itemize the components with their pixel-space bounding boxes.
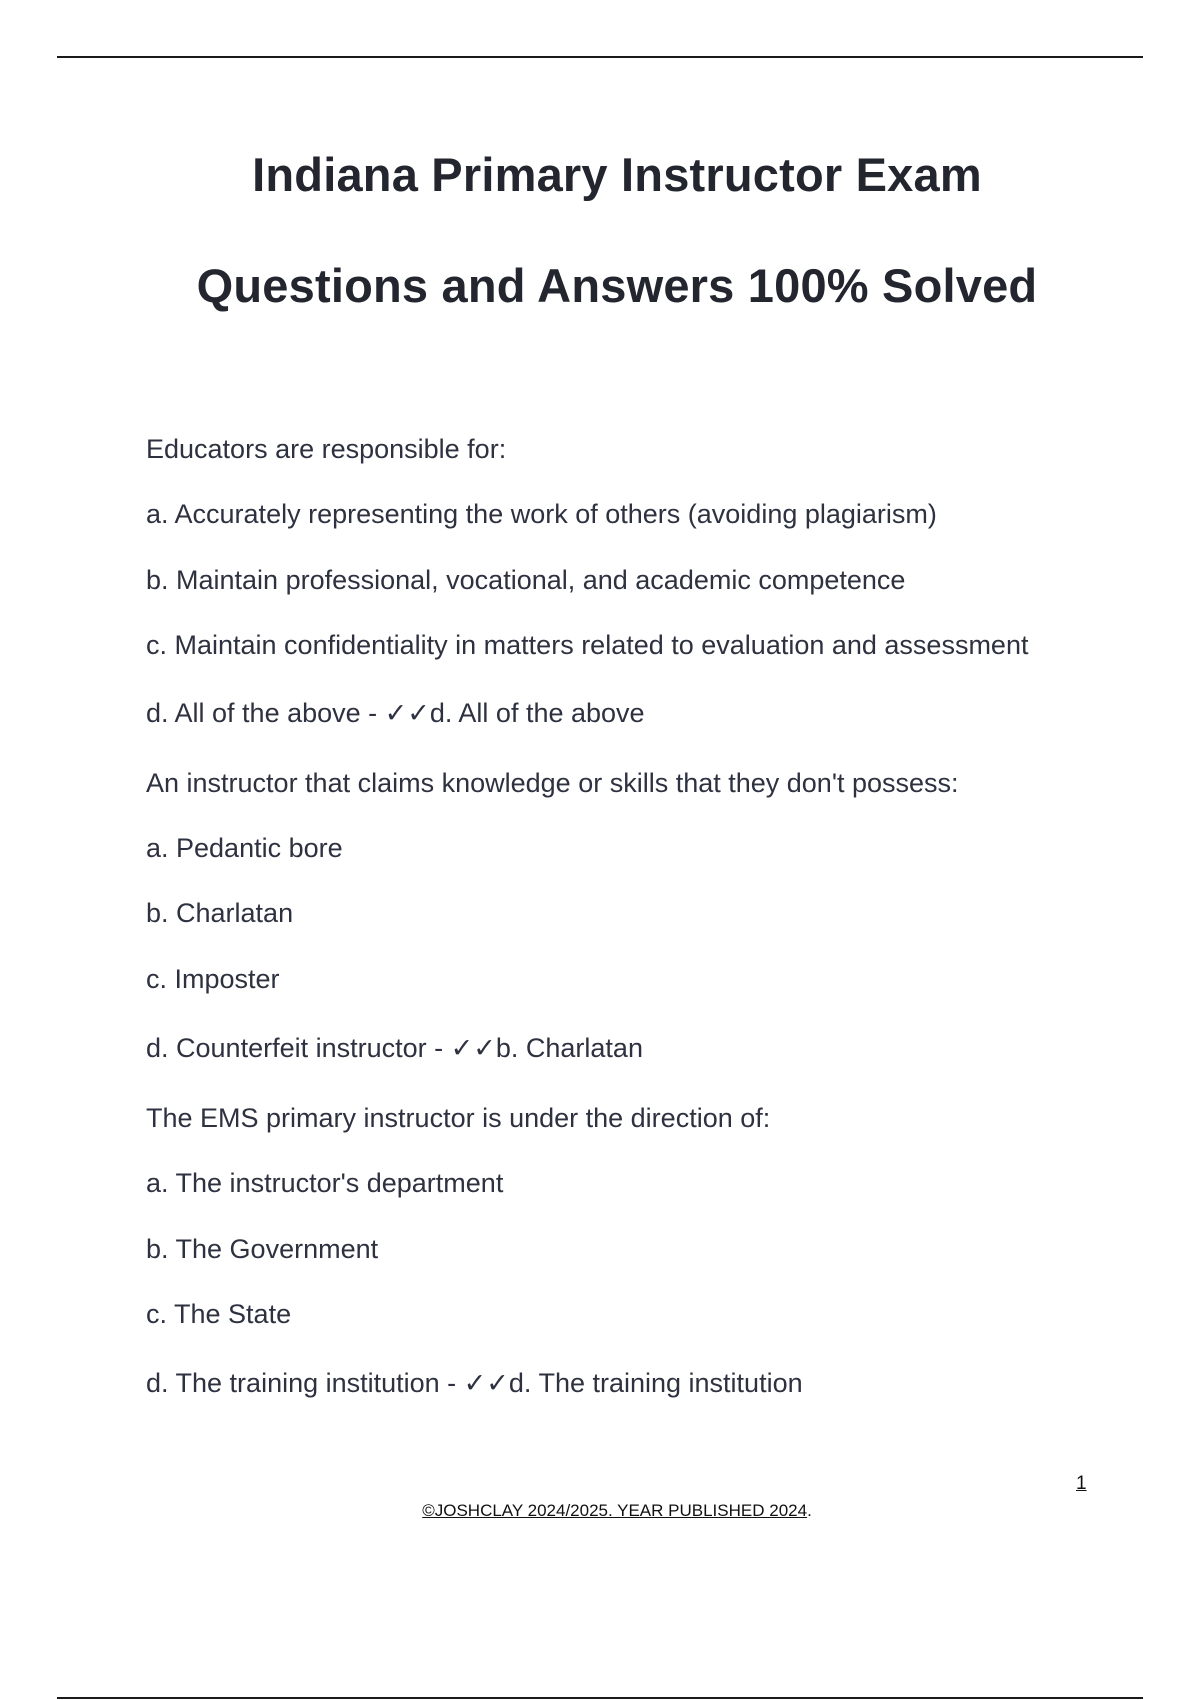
answer-option: b. Maintain professional, vocational, and academic competence bbox=[146, 565, 906, 595]
answer-option: a. Pedantic bore bbox=[146, 833, 343, 863]
question-text: Educators are responsible for: bbox=[146, 434, 507, 464]
answer-option-with-key: d. All of the above - ✓✓d. All of the above bbox=[146, 698, 645, 728]
answer-option: c. Maintain confidentiality in matters related to evaluation and assessment bbox=[146, 630, 1029, 660]
page-number: 1 bbox=[1076, 1473, 1087, 1494]
bottom-rule bbox=[57, 1697, 1143, 1699]
document-title-line-2: Questions and Answers 100% Solved bbox=[196, 259, 1038, 312]
footer bbox=[0, 1501, 1200, 1521]
copyright-period: . bbox=[807, 1501, 812, 1520]
copyright-notice: ©JOSHCLAY 2024/2025. YEAR PUBLISHED 2024 bbox=[422, 1501, 808, 1520]
answer-option: b. Charlatan bbox=[146, 898, 294, 928]
answer-option: b. The Government bbox=[146, 1234, 379, 1264]
question-text: The EMS primary instructor is under the direction of: bbox=[146, 1103, 771, 1133]
answer-option-with-key: d. Counterfeit instructor - ✓✓b. Charlatan bbox=[146, 1033, 643, 1063]
top-rule bbox=[57, 56, 1143, 58]
answer-option: a. Accurately representing the work of others (avoiding plagiarism) bbox=[146, 499, 937, 529]
question-text: An instructor that claims knowledge or skills that they don't possess: bbox=[146, 768, 959, 798]
answer-option: a. The instructor's department bbox=[146, 1168, 504, 1198]
answer-option: c. The State bbox=[146, 1299, 292, 1329]
answer-option-with-key: d. The training institution - ✓✓d. The training institution bbox=[146, 1368, 803, 1398]
answer-option: c. Imposter bbox=[146, 964, 280, 994]
document-title-line-1: Indiana Primary Instructor Exam bbox=[252, 148, 982, 201]
